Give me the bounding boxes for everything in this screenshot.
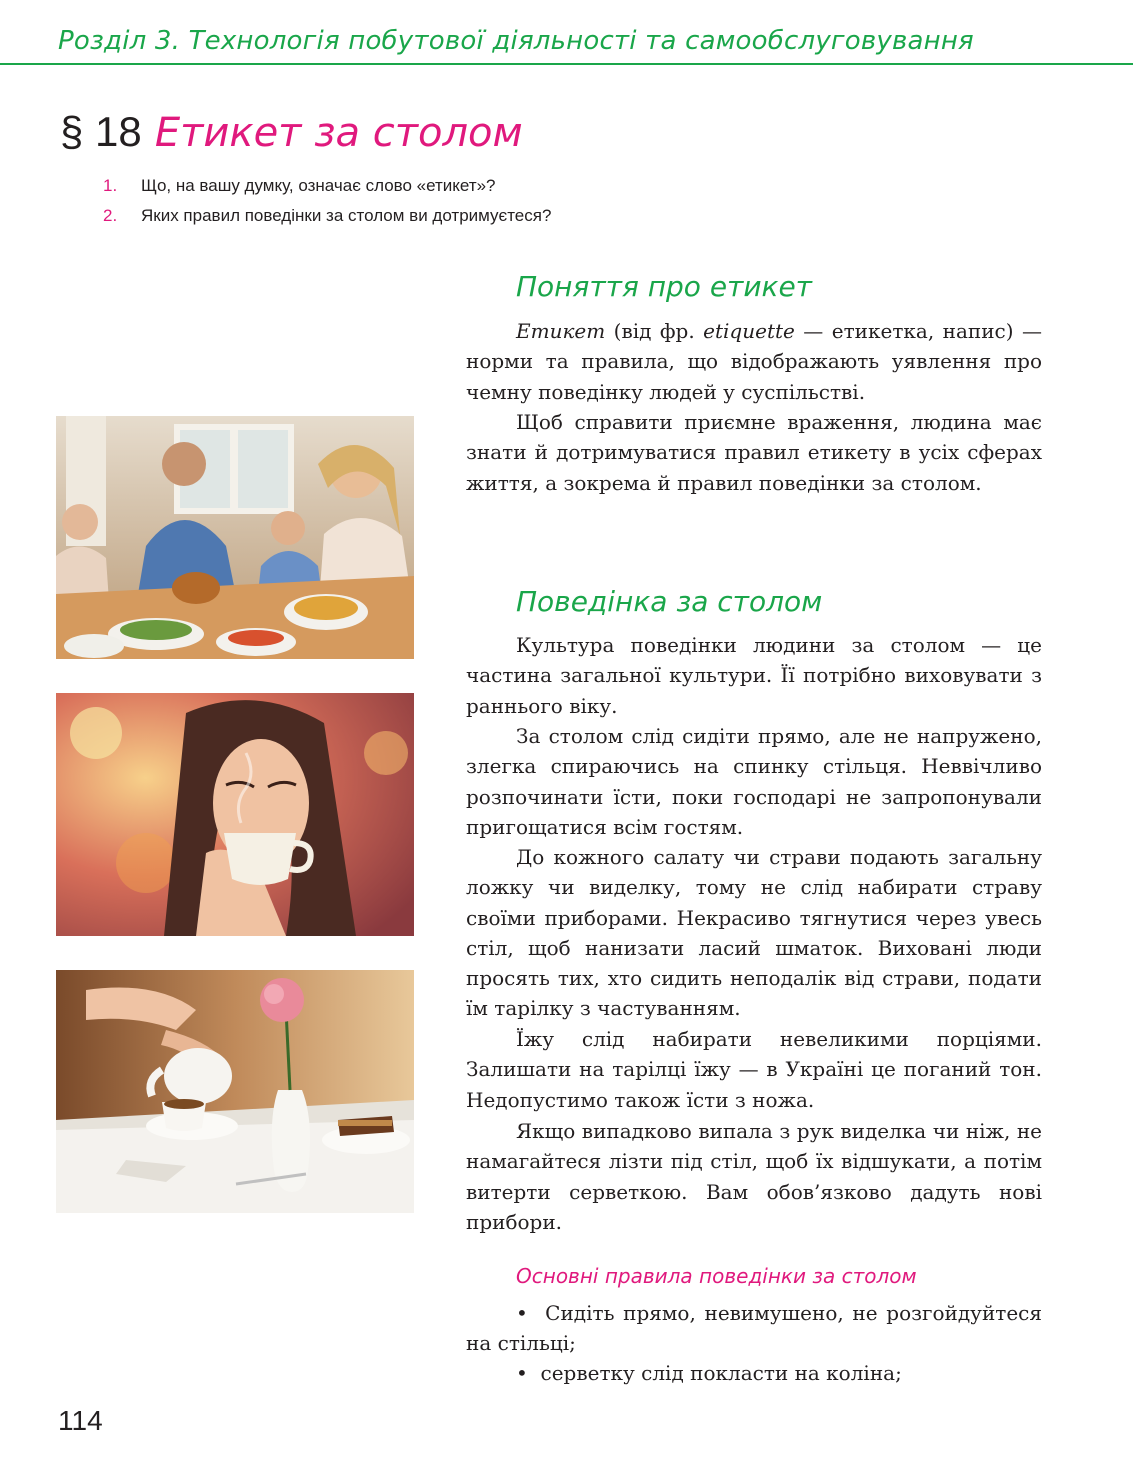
- woman-with-cup-photo: [56, 693, 414, 936]
- page-number: 114: [58, 1405, 103, 1436]
- running-title: Розділ 3. Технологія побутової діяльності та самообслуговування: [58, 26, 974, 56]
- section-title: [60, 108, 523, 156]
- intro-questions: [103, 175, 551, 235]
- paragraph-behavior-culture: Культура поведінки людини за столом — це частина загальної культури. Її потрібно виховувати з раннього віку.: [466, 633, 1042, 718]
- rule-item: [466, 1358, 1042, 1388]
- question-item: [103, 175, 551, 205]
- rule-item: [466, 1298, 1042, 1359]
- paragraph-behavior-sitting: За столом слід сидіти прямо, але не напружено, злегка спираючись на спинку стільця. Неввічливо розпочинати їсти, поки господарі не запропонували пригощатися всім гостям.: [466, 724, 1042, 839]
- question-text: Що, на вашу думку, означає слово «етикет»?: [141, 176, 496, 195]
- question-number: 2.: [103, 206, 118, 225]
- rule-text: Сидіть прямо, невимушено, не розгойдуйтеся на стільці;: [466, 1301, 1042, 1356]
- family-dinner-photo: [56, 416, 414, 659]
- paragraph-behavior-serving: До кожного салату чи страви подають загальну ложку чи виделку, тому не слід набирати страву своїми приборами. Некрасиво тягнутися через увесь стіл, щоб нанизати ласий шматок. Виховані люди просять тих, хто сидить неподалік від страви, подати їм тарілку з частуванням.: [466, 845, 1042, 1021]
- bullet-marker: •: [516, 1361, 528, 1385]
- heading-table-behavior: Поведінка за столом: [516, 585, 823, 618]
- header-rule: [0, 63, 1133, 65]
- term-foreign: etiquette: [703, 319, 795, 343]
- paragraph-etiquette-definition: [466, 316, 1042, 407]
- term-etiquette: Етикет: [516, 319, 606, 343]
- tea-table-photo: [56, 970, 414, 1213]
- question-number: 1.: [103, 176, 118, 195]
- paragraph-behavior-portions: Їжу слід набирати невеликими порціями. Залишати на тарілці їжу — в Україні це поганий тон. Недопустимо також їсти з ножа.: [466, 1027, 1042, 1112]
- definition-part-b: — етикетка, напис) — норми та правила, що відображають уявлення про чемну поведінку людей у суспільстві.: [466, 319, 1042, 404]
- question-text: Яких правил поведінки за столом ви дотримуєтеся?: [141, 206, 552, 225]
- heading-etiquette-concept: Поняття про етикет: [516, 270, 812, 303]
- rule-text: серветку слід покласти на коліна;: [540, 1361, 902, 1385]
- heading-basic-rules: Основні правила поведінки за столом: [516, 1264, 917, 1288]
- paragraph-etiquette-importance: Щоб справити приємне враження, людина має знати й дотримуватися правил етикету в усіх сферах життя, а зокрема й правил поведінки за столом.: [466, 410, 1042, 495]
- bullet-marker: •: [516, 1301, 528, 1325]
- question-item: [103, 205, 551, 235]
- section-number: § 18: [60, 108, 142, 155]
- section-name: Етикет за столом: [154, 110, 523, 156]
- definition-part-a: (від фр.: [605, 319, 704, 343]
- paragraph-behavior-cutlery: Якщо випадково випала з рук виделка чи ніж, не намагайтеся лізти під стіл, щоб їх відшукати, а потім витерти серветкою. Вам обов’язково дадуть нові прибори.: [466, 1119, 1042, 1234]
